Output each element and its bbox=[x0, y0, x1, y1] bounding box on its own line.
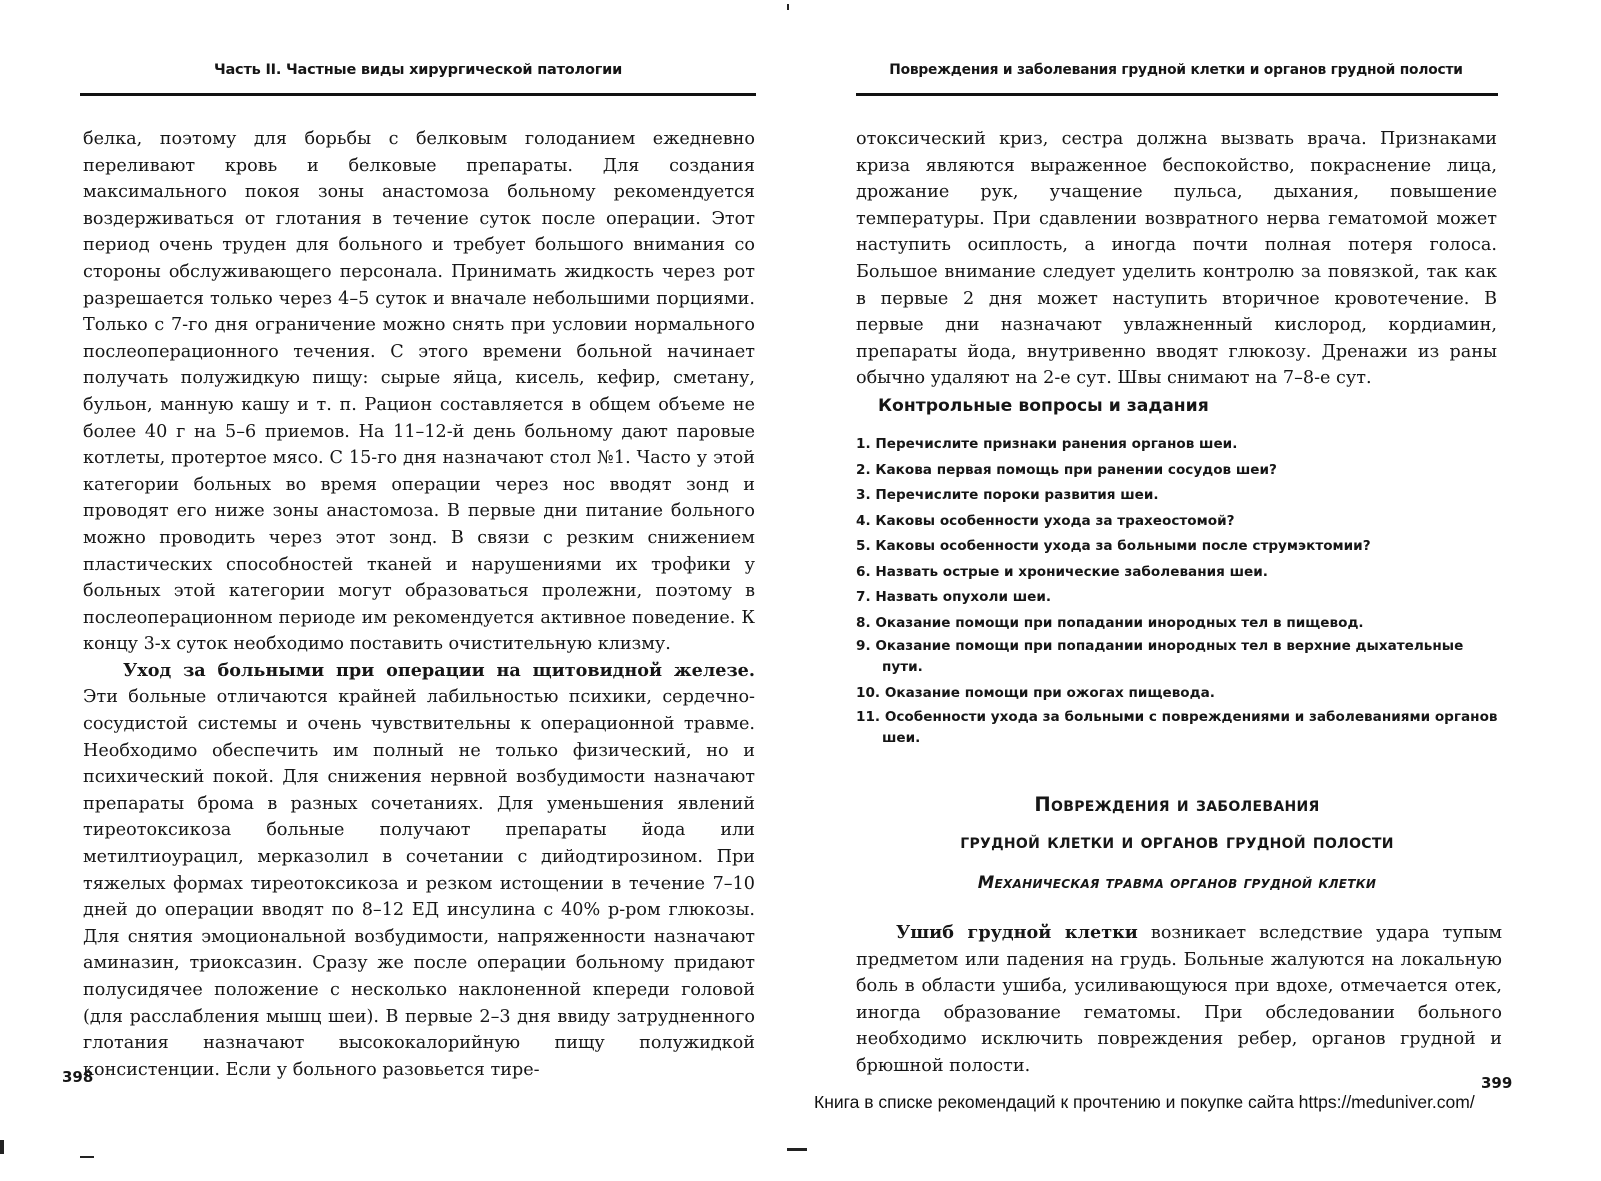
question-item: 11. Особенности ухода за больными с повреждениями и заболеваниями органов шеи. bbox=[856, 708, 1498, 746]
running-head-left: Часть II. Частные виды хирургической патологии bbox=[213, 62, 623, 78]
paragraph-thyroid-care bbox=[83, 658, 755, 1084]
page-number-left: 398 bbox=[62, 1068, 94, 1086]
left-page bbox=[0, 0, 800, 1181]
body-text-right-bottom bbox=[856, 920, 1502, 1080]
right-page bbox=[800, 0, 1601, 1181]
paragraph-crisis: отоксический криз, сестра должна вызвать врача. Признаками криза являются выраженное беспокойство, покраснение лица, дрожание рук, учащение пульса, дыхания, повышение температуры. При сдавлении возвратного нерва гематомой может наступить осиплость, а иногда почти полная потеря голоса. Большое внимание следует уделить контролю за повязкой, так как в первые 2 дня может наступить вторичное кровотечение. В первые дни назначают увлажненный кислород, кордиамин, препараты йода, внутривенно вводят глюкозу. Дренажи из раны обычно удаляют на 2-е сут. Швы снимают на 7–8-е сут. bbox=[856, 129, 1497, 389]
header-rule-left bbox=[80, 93, 756, 96]
run-in-heading-thyroid: Уход за больными при операции на щитовидной железе. bbox=[123, 659, 755, 681]
question-item: 3. Перечислите пороки развития шеи. bbox=[856, 487, 1159, 503]
question-item: 5. Каковы особенности ухода за больными после струмэктомии? bbox=[856, 538, 1371, 554]
scan-artifact-mark bbox=[787, 4, 789, 10]
question-item: 10. Оказание помощи при ожогах пищевода. bbox=[856, 685, 1215, 701]
question-item: 9. Оказание помощи при попадании инородных тел в верхние дыхательные пути. bbox=[856, 638, 1464, 675]
watermark-note: Книга в списке рекомендаций к прочтению и покупке сайта https://meduniver.com/ bbox=[814, 1092, 1475, 1112]
question-item: 4. Каковы особенности ухода за трахеостомой? bbox=[856, 512, 1235, 529]
paragraph-contusion-text: возникает вследствие удара тупым предметом или падения на грудь. Больные жалуются на локальную боль в области ушиба, усиливающуюся при вдохе, отмечается отек, иногда образование гематомы. При обследовании больного необходимо исключить повреждения ребер, органов грудной и брюшной полости. bbox=[856, 923, 1503, 1076]
body-text-left bbox=[83, 126, 755, 1083]
question-item: 2. Какова первая помощь при ранении сосудов шеи? bbox=[856, 461, 1277, 478]
questions-heading: Контрольные вопросы и задания bbox=[878, 396, 1209, 416]
questions-list bbox=[856, 432, 1502, 752]
running-head-right: Повреждения и заболевания грудной клетки и органов грудной полости bbox=[889, 62, 1463, 78]
header-rule-right bbox=[856, 93, 1498, 96]
section-title-line-1: Повреждения и заболевания bbox=[1034, 793, 1320, 816]
body-text-right-top bbox=[856, 126, 1497, 392]
question-item: 8. Оказание помощи при попадании инородных тел в пищевод. bbox=[856, 614, 1364, 631]
question-item: 6. Назвать острые и хронические заболевания шеи. bbox=[856, 563, 1268, 580]
question-item: 7. Назвать опухоли шеи. bbox=[856, 589, 1052, 605]
section-title-line-2: грудной клетки и органов грудной полости bbox=[960, 830, 1394, 853]
scan-artifact-mark bbox=[0, 1140, 4, 1154]
scan-artifact-mark bbox=[787, 1148, 807, 1151]
page-number-right: 399 bbox=[1481, 1074, 1513, 1092]
run-in-heading-contusion: Ушиб грудной клетки bbox=[896, 922, 1138, 943]
paragraph-feeding: белка, поэтому для борьбы с белковым голоданием ежедневно переливают кровь и белковые препараты. Для создания максимального покоя зоны анастомоза больному рекомендуется воздерживаться от глотания в течение суток после операции. Этот период очень труден для больного и требует большого внимания со стороны обслуживающего персонала. Принимать жидкость через рот разрешается только через 4–5 суток и вначале небольшими порциями. Только с 7-го дня ограничение можно снять при условии нормального послеоперационного течения. С этого времени больной начинает получать полужидкую пищу: сырые яйца, кисель, кефир, сметану, бульон, манную кашу и т. п. Рацион составляется в общем объеме не более 40 г на 5–6 приемов. На 11–12-й день больному дают паровые котлеты, протертое мясо. С 15-го дня назначают стол №1. Часто у этой категории больных во время операции через нос вводят зонд и проводят его ниже зоны анастомоза. В первые дни питание больного можно проводить через этот зонд. В связи с резким снижением пластических способностей тканей и нарушениями их трофики у больных этой категории могут образоваться пролежни, поэтому в послеоперационном периоде им рекомендуется активное поведение. К концу 3-х суток необходимо поставить очистительную клизму. bbox=[83, 129, 755, 655]
subsection-title: Механическая травма органов грудной клетки bbox=[977, 873, 1377, 892]
paragraph-chest-contusion bbox=[856, 920, 1502, 1080]
paragraph-thyroid-text: Эти больные отличаются крайней лабильностью психики, сердечно-сосудистой системы и очень чувствительны к операционной травме. Необходимо обеспечить им полный не только физический, но и психический покой. Для снижения нервной возбудимости назначают препараты брома в разных сочетаниях. Для уменьшения явлений тиреотоксикоза больные получают препараты йода или метилтиоурацил, мерказолил в сочетании с дийодтирозином. При тяжелых формах тиреотоксикоза и резком истощении в течение 7–10 дней до операции вводят по 8–12 ЕД инсулина с 40% р-ром глюкозы. Для снятия эмоциональной возбудимости, напряженности назначают аминазин, триоксазин. Сразу же после операции больному придают полусидячее положение с несколько наклоненной кпереди головой (для расслабления мышц шеи). В первые 2–3 дня ввиду затрудненного глотания назначают высококалорийную пищу полужидкой консистенции. Если у больного разовьется тире- bbox=[83, 687, 755, 1080]
section-title bbox=[856, 786, 1498, 860]
scan-artifact-mark bbox=[80, 1156, 94, 1158]
question-item: 1. Перечислите признаки ранения органов шеи. bbox=[856, 436, 1238, 452]
